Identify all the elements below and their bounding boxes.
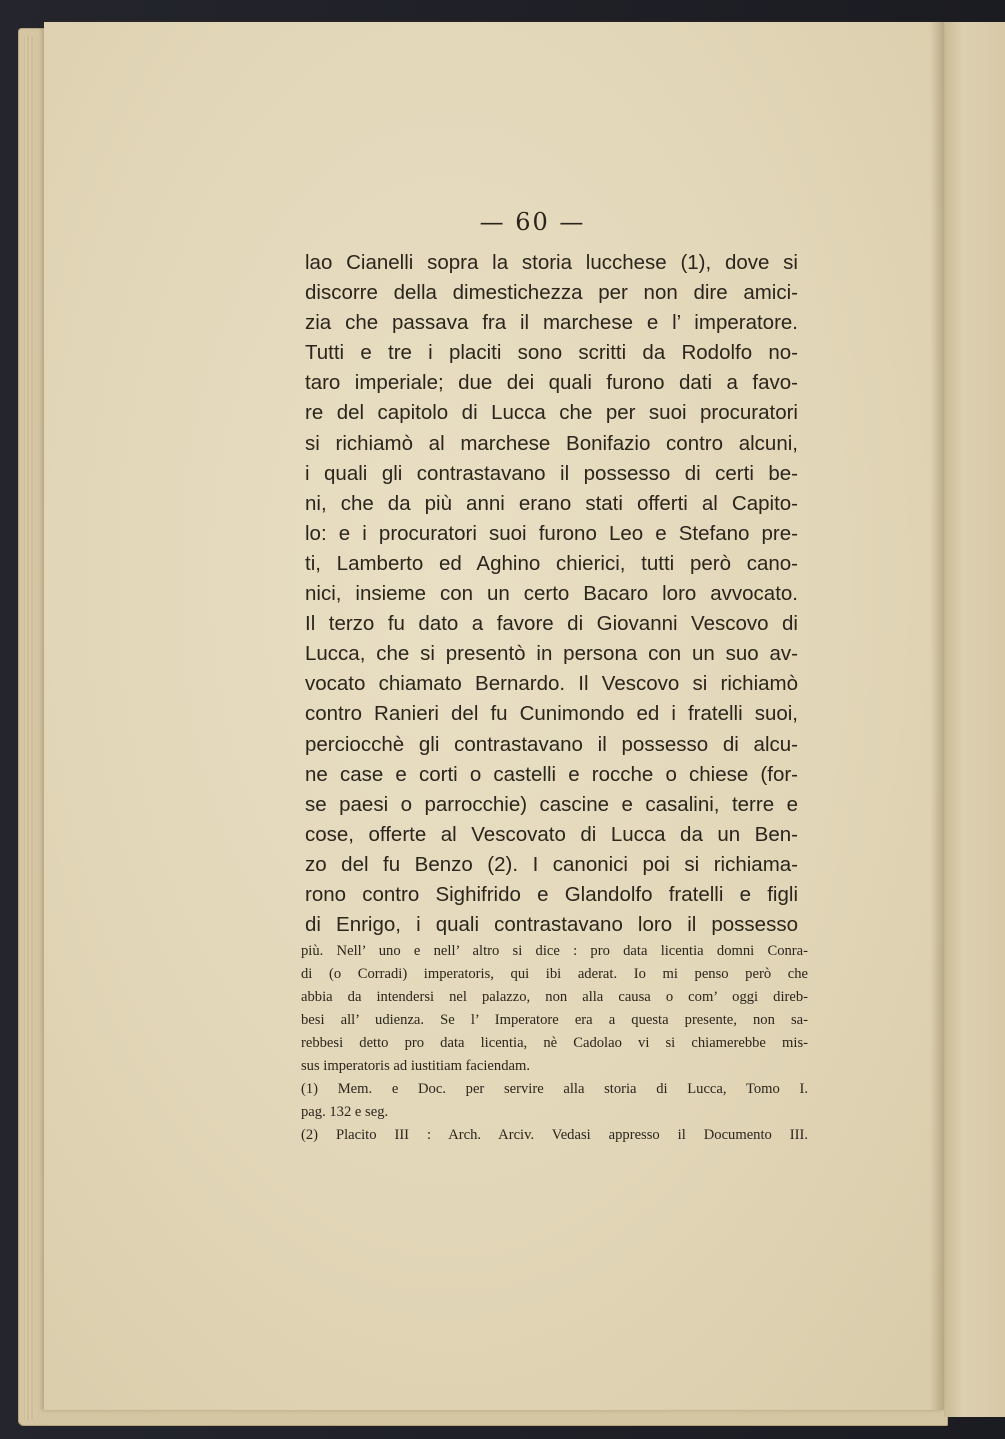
body-line: lao Cianelli sopra la storia lucchese (1), dove si (305, 251, 798, 274)
body-line: taro imperiale; due dei quali furono dati a favo- (305, 371, 798, 395)
footnote-line: abbia da intendersi nel palazzo, non alla causa o com’ oggi direb- (301, 989, 808, 1005)
body-line: vocato chiamato Bernardo. Il Vescovo si richiamò (305, 672, 798, 696)
body-line: ni, che da più anni erano stati offerti al Capito- (305, 491, 798, 515)
footnote-line: rebbesi detto pro data licentia, nè Cadolao vi si chiamerebbe mis- (301, 1035, 808, 1051)
footnote-1-continued: pag. 132 e seg. (301, 1104, 389, 1120)
body-line: di Enrigo, i quali contrastavano loro il possesso (305, 913, 798, 937)
footnotes (301, 940, 808, 1147)
body-text (305, 248, 798, 940)
body-line: lo: e i procuratori suoi furono Leo e Stefano pre- (305, 521, 798, 545)
body-line: rono contro Sighifrido e Glandolfo fratelli e figli (305, 882, 798, 906)
footnote-line: più. Nell’ uno e nell’ altro si dice : pro data licentia domni Conra- (301, 943, 808, 959)
body-line: zia che passava fra il marchese e l’ imperatore. (305, 311, 798, 335)
body-line: re del capitolo di Lucca che per suoi procuratori (305, 401, 798, 425)
footnote-2: (2) Placito III : Arch. Arciv. Vedasi appresso il Documento III. (301, 1127, 808, 1143)
body-line: contro Ranieri del fu Cunimondo ed i fratelli suoi, (305, 702, 798, 726)
body-line: ti, Lamberto ed Aghino chierici, tutti però cano- (305, 551, 798, 575)
footnote-line: besi all’ udienza. Se l’ Imperatore era a questa presente, non sa- (301, 1012, 808, 1028)
body-line: ne case e corti o castelli e rocche o chiese (for- (305, 762, 798, 786)
body-line: nici, insieme con un certo Bacaro loro avvocato. (305, 582, 798, 606)
page-number: — 60 — (479, 208, 586, 236)
footnote-line: sus imperatoris ad iustitiam faciendam. (301, 1058, 530, 1074)
body-line: zo del fu Benzo (2). I canonici poi si richiama- (305, 852, 798, 876)
body-line: si richiamò al marchese Bonifazio contro alcuni, (305, 431, 798, 455)
body-line: perciocchè gli contrastavano il possesso di alcu- (305, 732, 798, 756)
footnote-1: (1) Mem. e Doc. per servire alla storia di Lucca, Tomo I. (301, 1081, 808, 1097)
body-line: cose, offerte al Vescovato di Lucca da un Ben- (305, 822, 798, 846)
body-line: i quali gli contrastavano il possesso di certi be- (305, 461, 798, 485)
footnote-line: di (o Corradi) imperatoris, qui ibi aderat. Io mi penso però che (301, 966, 808, 982)
body-line: discorre della dimestichezza per non dire amici- (305, 281, 798, 305)
body-line: Tutti e tre i placiti sono scritti da Rodolfo no- (305, 341, 798, 365)
body-line: se paesi o parrocchie) cascine e casalini, terre e (305, 792, 798, 816)
body-line: Il terzo fu dato a favore di Giovanni Vescovo di (305, 612, 798, 636)
body-line: Lucca, che si presentò in persona con un suo av- (305, 642, 798, 666)
